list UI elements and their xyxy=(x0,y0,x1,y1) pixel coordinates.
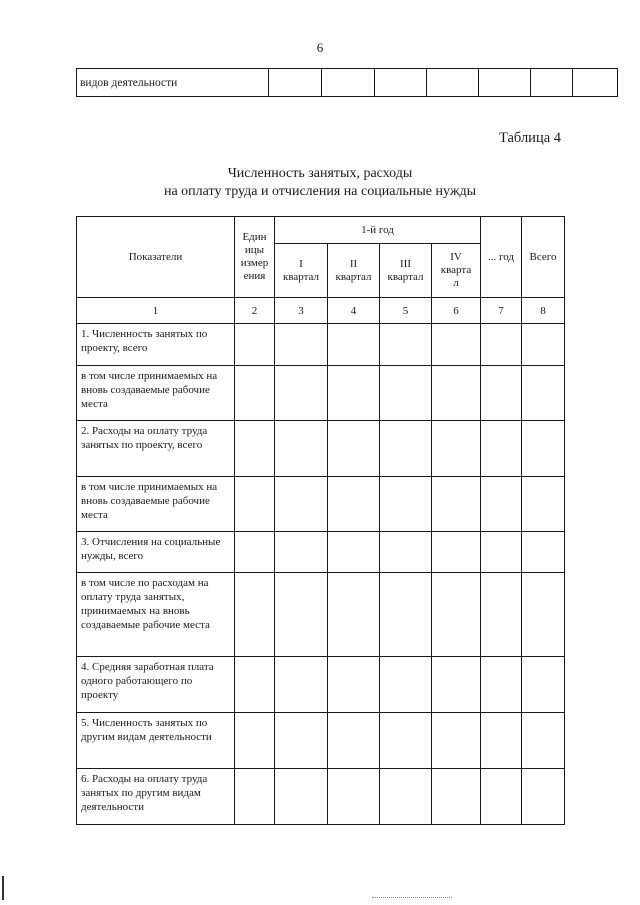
empty-cell xyxy=(573,69,618,97)
empty-cell xyxy=(235,657,275,713)
header-indicators: Показатели xyxy=(77,217,235,298)
scan-edge-mark xyxy=(2,876,4,900)
header-quarter-2: II квартал xyxy=(328,244,380,298)
empty-cell xyxy=(432,657,481,713)
empty-cell xyxy=(481,573,522,657)
empty-cell xyxy=(328,324,380,366)
empty-cell xyxy=(235,769,275,825)
row-label: в том числе принимаемых на вновь создаваемые рабочие места xyxy=(77,366,235,421)
row-label: 5. Численность занятых по другим видам деятельности xyxy=(77,713,235,769)
header-quarter-3: III квартал xyxy=(380,244,432,298)
empty-cell xyxy=(275,532,328,573)
empty-cell xyxy=(235,366,275,421)
empty-cell xyxy=(380,366,432,421)
table-row xyxy=(77,573,565,657)
empty-cell xyxy=(328,421,380,477)
table-caption: Таблица 4 xyxy=(499,130,562,146)
row-label: видов деятельности xyxy=(77,69,269,97)
column-number: 6 xyxy=(432,298,481,324)
table-row xyxy=(77,713,565,769)
header-year-n: ... год xyxy=(481,217,522,298)
empty-cell xyxy=(481,657,522,713)
row-label: в том числе по расходам на оплату труда занятых, принимаемых на вновь создаваемые рабочие места xyxy=(77,573,235,657)
header-quarter-4: IV кварта л xyxy=(432,244,481,298)
empty-cell xyxy=(380,324,432,366)
header-quarter-1: I квартал xyxy=(275,244,328,298)
empty-cell xyxy=(380,657,432,713)
table-row xyxy=(77,366,565,421)
empty-cell xyxy=(481,713,522,769)
table-title xyxy=(0,165,640,201)
empty-cell xyxy=(522,366,565,421)
column-number: 4 xyxy=(328,298,380,324)
empty-cell xyxy=(322,69,375,97)
empty-cell xyxy=(522,573,565,657)
empty-cell xyxy=(328,769,380,825)
column-number: 1 xyxy=(77,298,235,324)
empty-cell xyxy=(275,657,328,713)
empty-cell xyxy=(275,769,328,825)
column-number: 5 xyxy=(380,298,432,324)
empty-cell xyxy=(432,421,481,477)
empty-cell xyxy=(235,713,275,769)
table-row xyxy=(77,477,565,532)
header-total: Всего xyxy=(522,217,565,298)
empty-cell xyxy=(235,477,275,532)
empty-cell xyxy=(328,713,380,769)
row-label: 2. Расходы на оплату труда занятых по проекту, всего xyxy=(77,421,235,477)
empty-cell xyxy=(481,769,522,825)
empty-cell xyxy=(481,366,522,421)
table-row xyxy=(77,532,565,573)
table-title-line-1: Численность занятых, расходы xyxy=(227,166,413,181)
empty-cell xyxy=(479,69,531,97)
empty-cell xyxy=(380,769,432,825)
empty-cell xyxy=(432,573,481,657)
empty-cell xyxy=(275,477,328,532)
empty-cell xyxy=(481,477,522,532)
row-label: 1. Численность занятых по проекту, всего xyxy=(77,324,235,366)
empty-cell xyxy=(522,477,565,532)
empty-cell xyxy=(235,573,275,657)
table-row xyxy=(77,769,565,825)
table-row xyxy=(77,324,565,366)
row-label: 3. Отчисления на социальные нужды, всего xyxy=(77,532,235,573)
empty-cell xyxy=(275,573,328,657)
empty-cell xyxy=(375,69,427,97)
scan-edge-mark xyxy=(372,897,452,898)
empty-cell xyxy=(522,713,565,769)
empty-cell xyxy=(432,532,481,573)
empty-cell xyxy=(235,324,275,366)
empty-cell xyxy=(522,532,565,573)
empty-cell xyxy=(380,421,432,477)
empty-cell xyxy=(328,573,380,657)
empty-cell xyxy=(328,532,380,573)
header-row xyxy=(77,217,565,244)
empty-cell xyxy=(481,421,522,477)
empty-cell xyxy=(380,573,432,657)
continuation-table xyxy=(76,68,618,97)
empty-cell xyxy=(427,69,479,97)
row-label: 4. Средняя заработная плата одного работающего по проекту xyxy=(77,657,235,713)
column-number-row xyxy=(77,298,565,324)
staffing-table xyxy=(76,216,565,825)
table-row xyxy=(77,421,565,477)
column-number: 7 xyxy=(481,298,522,324)
empty-cell xyxy=(522,421,565,477)
empty-cell xyxy=(235,421,275,477)
empty-cell xyxy=(328,366,380,421)
empty-cell xyxy=(275,324,328,366)
empty-cell xyxy=(380,713,432,769)
header-year-1: 1-й год xyxy=(275,217,481,244)
empty-cell xyxy=(522,769,565,825)
empty-cell xyxy=(432,366,481,421)
empty-cell xyxy=(432,324,481,366)
empty-cell xyxy=(328,657,380,713)
empty-cell xyxy=(432,769,481,825)
empty-cell xyxy=(235,532,275,573)
empty-cell xyxy=(380,477,432,532)
empty-cell xyxy=(275,713,328,769)
table-title-line-2: на оплату труда и отчисления на социальные нужды xyxy=(163,184,477,199)
table-row xyxy=(77,69,618,97)
page-number: 6 xyxy=(316,40,324,55)
header-unit: Един ицы измер ения xyxy=(235,217,275,298)
empty-cell xyxy=(432,713,481,769)
column-number: 2 xyxy=(235,298,275,324)
empty-cell xyxy=(432,477,481,532)
empty-cell xyxy=(531,69,573,97)
empty-cell xyxy=(269,69,322,97)
empty-cell xyxy=(275,366,328,421)
table-row xyxy=(77,657,565,713)
empty-cell xyxy=(328,477,380,532)
column-number: 3 xyxy=(275,298,328,324)
row-label: в том числе принимаемых на вновь создаваемые рабочие места xyxy=(77,477,235,532)
empty-cell xyxy=(481,532,522,573)
row-label: 6. Расходы на оплату труда занятых по другим видам деятельности xyxy=(77,769,235,825)
empty-cell xyxy=(522,324,565,366)
column-number: 8 xyxy=(522,298,565,324)
empty-cell xyxy=(522,657,565,713)
empty-cell xyxy=(481,324,522,366)
empty-cell xyxy=(275,421,328,477)
empty-cell xyxy=(380,532,432,573)
